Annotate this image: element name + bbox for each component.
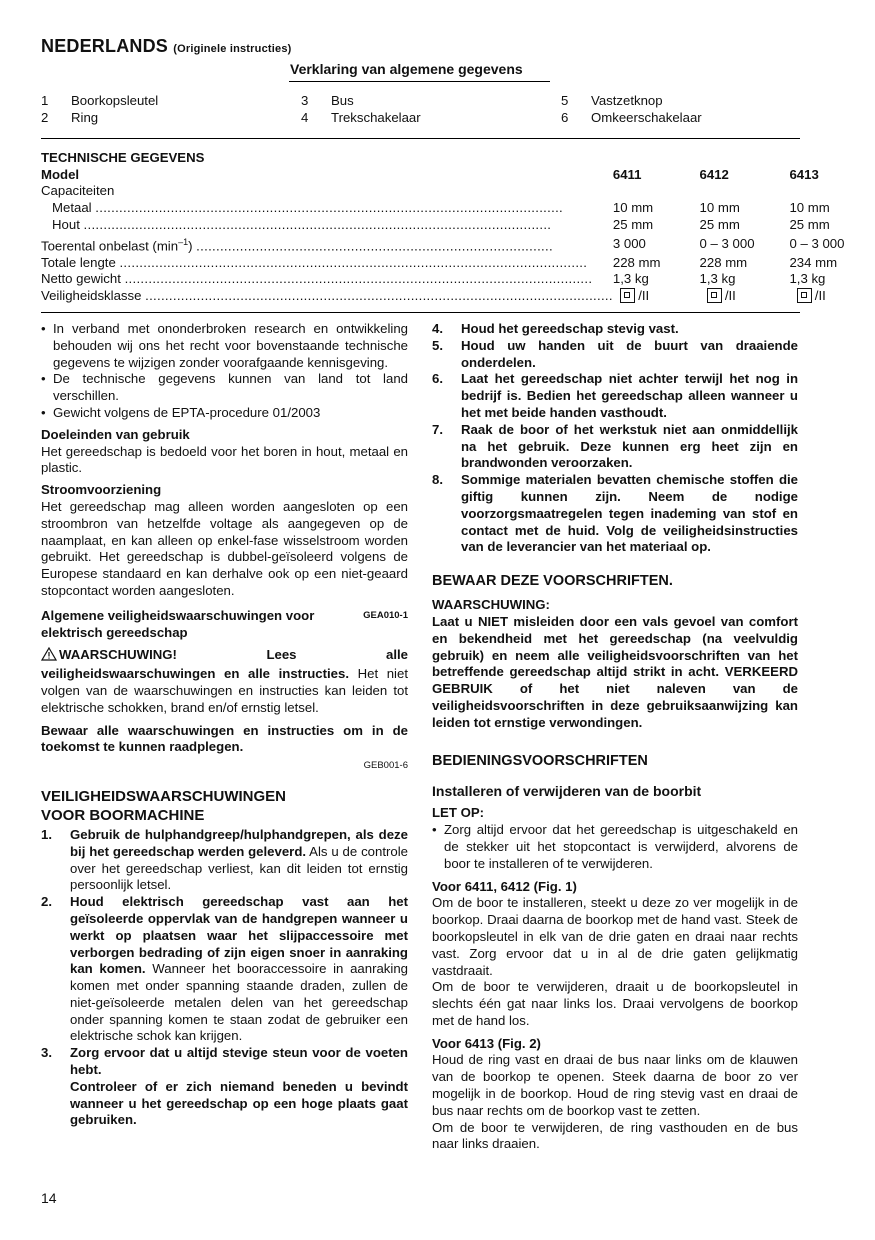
part-label: Boorkopsleutel: [71, 93, 159, 108]
item-text: Wanneer het booraccessoire in aanraking komen met onder spanning staande draden, zullen de niet-geïsoleerde metalen delen van het gereedschap onder spanning komen te staan zodat de gebruiker een elektrische schok kan krijgen.: [70, 961, 408, 1044]
spec-value: 10 mm: [699, 200, 740, 216]
item-number: 6.: [432, 371, 443, 387]
spec-value: 0 – 3 000: [789, 235, 845, 251]
spec-row: Hout ...................................................................................................................... 25 mm 25 mm 25 mm: [41, 217, 875, 234]
power-text: Het gereedschap mag alleen worden aangesloten op een stroombron van hetzelfde voltage als aangegeven op de naamplaat, en kan alleen op enkel-fase wisselstroom worden gebruikt. Het gereedschap is dubbel-geïsoleerd volgens de Europese standaard en kan derhalve ook op een niet-geaard stopcontact worden aangesloten.: [41, 498, 408, 598]
drill-safety-title-1: VEILIGHEIDSWAARSCHUWINGEN: [41, 787, 287, 805]
note-item: • De technische gegevens kunnen van land tot land verschillen.: [41, 371, 408, 405]
operations-title: BEDIENINGSVOORSCHRIFTEN: [432, 752, 648, 769]
right-column: [432, 321, 798, 1153]
use-title: Doeleinden van gebruik: [41, 426, 190, 442]
spec-model: 6412: [699, 166, 729, 182]
spec-value: 25 mm: [612, 216, 654, 232]
declaration-title: Verklaring van algemene gegevens: [290, 61, 523, 77]
part-label: Bus: [331, 93, 354, 108]
safety-item: [432, 422, 798, 472]
page-number: 14: [41, 1190, 57, 1206]
warning-rest: Het niet volgen van de waarschuwingen en instructies kan leiden tot elektrische schokken, brand en/of ernstig letsel.: [41, 666, 408, 715]
language-title: NEDERLANDS: [41, 36, 169, 56]
part-item: [561, 92, 663, 109]
caution-list: [432, 822, 798, 872]
spec-title: TECHNISCHE GEGEVENS: [41, 150, 205, 165]
spec-row-label-end: ): [188, 237, 193, 253]
keep-text: Bewaar alle waarschuwingen en instructies om in de toekomst te kunnen raadplegen.: [41, 722, 408, 755]
caution-label: LET OP:: [432, 805, 485, 821]
fig2-text-1: Houd de ring vast en draai de bus naar links om de klauwen van de boorkop te openen. Steek daarna de boor zo ver mogelijk in de boorkop. Houd de ring stevig vast en draai de bus naar rechts om de boorkop vast te zetten.: [432, 1052, 798, 1118]
general-title-text: Algemene veiligheidswaarschuwingen voor elektrisch gereedschap: [41, 607, 315, 640]
general-code: GEA010-1: [363, 609, 408, 621]
fig2-title: Voor 6413 (Fig. 2): [432, 1035, 541, 1051]
safety-item: [41, 1045, 408, 1129]
spec-value: /II: [724, 288, 736, 304]
part-number: 3: [301, 93, 309, 108]
spec-value: 1,3 kg: [699, 271, 736, 287]
spec-row: Veiligheidsklasse ...................................................................................................................... /II /II /II: [41, 288, 826, 304]
item-bold-2: Controleer of er zich niemand beneden u bevindt wanneer u het gereedschap op een hoge plaats gaat gebruiken.: [70, 1078, 408, 1128]
part-number: 5: [561, 93, 569, 108]
part-label: Vastzetknop: [591, 93, 663, 108]
item-number: 7.: [432, 421, 443, 437]
safety-item: [432, 321, 798, 338]
part-item: [301, 92, 354, 109]
spec-value: 1,3 kg: [789, 271, 826, 287]
general-safety-title: [41, 608, 408, 642]
language-subtitle: (Originele instructies): [173, 43, 292, 55]
item-bold: Houd uw handen uit de buurt van draaiende onderdelen.: [461, 337, 798, 370]
spec-value: 10 mm: [612, 200, 654, 216]
fig1-text-2: Om de boor te verwijderen, draait u de boorkopsleutel in slechts één gat naar links los. Draai vervolgens de boorkop met de hand los.: [432, 979, 798, 1028]
part-label: Ring: [71, 110, 99, 125]
part-number: 6: [561, 110, 569, 125]
divider: [41, 138, 800, 139]
safety-item: [41, 894, 408, 1045]
part-item: [41, 92, 158, 109]
safety-item: [432, 371, 798, 421]
install-title: Installeren of verwijderen van de boorbit: [432, 782, 702, 799]
part-label: Omkeerschakelaar: [591, 110, 702, 125]
part-item: [561, 109, 702, 126]
part-number: 2: [41, 110, 49, 125]
note-item: • Gewicht volgens de EPTA-procedure 01/2003: [41, 405, 408, 422]
part-label: Trekschakelaar: [331, 110, 421, 125]
spec-row: Metaal ...................................................................................................................... 10 mm 10 mm 10 mm: [41, 200, 875, 217]
item-bold: Raak de boor of het werkstuk niet aan onmiddellijk na het gebruik. Deze kunnen erg heet zijn en brandwonden veroorzaken.: [461, 421, 798, 471]
keep-code: GEB001-6: [363, 760, 408, 772]
spec-row: Toerental onbelast $(\min^{-1})$ .......................................................................................... 3 000 0 – 3 000 0 – 3 000: [41, 234, 875, 255]
safety-item: [432, 472, 798, 556]
safety-list-continued: [432, 321, 798, 556]
part-item: [301, 109, 421, 126]
notes-list: [41, 321, 408, 422]
fig1-title: Voor 6411, 6412 (Fig. 1): [432, 878, 577, 894]
part-item: [41, 109, 98, 126]
double-insulation-icon: [620, 288, 635, 303]
spec-row: Netto gewicht ...................................................................................................................... 1,3 kg 1,3 kg 1,3 kg: [41, 271, 875, 288]
spec-row-label: Netto gewicht: [41, 271, 121, 287]
spec-capacity-label: Capaciteiten: [41, 183, 115, 199]
item-bold: Sommige materialen bevatten chemische stoffen die giftig kunnen zijn. Neem de nodige voorzorgsmaatregelen tegen inademing van stof en contact met de huid. Volg de veiligheidsinstructies van de leverancier van het materiaal op.: [461, 472, 798, 555]
spec-row-sup: –1: [178, 236, 189, 247]
use-text: Het gereedschap is bedoeld voor het boren in hout, metaal en plastic.: [41, 443, 408, 476]
item-number: 8.: [432, 472, 443, 488]
spec-model: 6413: [789, 166, 819, 182]
item-number: 4.: [432, 321, 443, 336]
warning-bold: WAARSCHUWING! Lees alle veiligheidswaarschuwingen en alle instructies.: [41, 647, 408, 682]
warning-paragraph: [41, 647, 408, 716]
spec-row-label: Totale lengte: [41, 254, 116, 270]
safety-item: [432, 338, 798, 372]
part-number: 1: [41, 93, 49, 108]
item-bold: Zorg ervoor dat u altijd stevige steun voor de voeten hebt.: [70, 1045, 408, 1078]
spec-value: 0 – 3 000: [699, 235, 755, 251]
declaration-underline: [289, 81, 550, 82]
spec-value: 228 mm: [612, 254, 661, 270]
item-number: 5.: [432, 337, 443, 353]
spec-row-label: Metaal: [52, 200, 92, 216]
item-text: Als u de controle over het gereedschap verliest, kan dit leiden tot ernstig persoonlijk letsel.: [70, 843, 408, 893]
spec-value: /II: [638, 288, 650, 304]
spec-value: 3 000: [612, 235, 646, 251]
spec-model-label: Model: [41, 166, 80, 182]
fig1-text-1: Om de boor te installeren, steekt u deze zo ver mogelijk in de boorkop. Draai daarna de boorkop met de hand vast. Steek de boorkopsleutel in elk van de drie gaten en draai naar rechts vast. Zorg ervoor dat u in al de drie gaten gelijkmatig vastdraait.: [432, 895, 798, 978]
language-heading: [41, 36, 292, 57]
spec-value: 1,3 kg: [612, 271, 649, 287]
spec-value: 25 mm: [789, 216, 830, 232]
drill-safety-title-2: VOOR BOORMACHINE: [41, 806, 205, 824]
spec-value: 25 mm: [699, 216, 740, 232]
divider: [41, 312, 800, 313]
save-title: BEWAAR DEZE VOORSCHRIFTEN.: [432, 573, 673, 590]
item-bold: Houd het gereedschap stevig vast.: [461, 321, 679, 336]
item-number: 3.: [41, 1045, 52, 1061]
item-bold: Houd elektrisch gereedschap vast aan het geïsoleerde oppervlak van de handgrepen wanneer u werkt op plaatsen waar het slijpaccessoire met verborgen bedrading of zijn eigen snoer in aanraking kan komen.: [70, 894, 408, 977]
spec-model: 6411: [612, 166, 642, 182]
item-bold: Gebruik de hulphandgreep/hulphandgrepen, als deze bij het gereedschap werden geleverd.: [70, 826, 408, 859]
warning-triangle-icon: [41, 647, 57, 666]
spec-value: 10 mm: [789, 200, 830, 216]
spec-value: 228 mm: [699, 254, 748, 270]
item-bold: Laat het gereedschap niet achter terwijl het nog in bedrijf is. Bedien het gereedschap alleen wanneer u het met beide handen vasthoudt.: [461, 371, 798, 420]
double-insulation-icon: [797, 288, 812, 303]
spec-table: [41, 150, 875, 305]
double-insulation-icon: [707, 288, 722, 303]
drill-safety-list: [41, 827, 408, 1129]
spec-value: /II: [814, 288, 826, 304]
safety-item: [41, 827, 408, 894]
part-number: 4: [301, 110, 309, 125]
spec-row-label: Toerental onbelast (min: [41, 237, 179, 253]
spec-row-label: Veiligheidsklasse: [41, 288, 142, 304]
power-title: Stroomvoorziening: [41, 482, 162, 498]
spec-value: 234 mm: [789, 254, 838, 270]
spec-row: Totale lengte ...................................................................................................................... 228 mm 228 mm 234 mm: [41, 255, 875, 272]
note-item: • In verband met ononderbroken research en ontwikkeling behouden wij ons het recht voor bovenstaande technische gegevens te wijzigen zonder voorafgaande kennisgeving.: [41, 321, 408, 371]
item-number: 2.: [41, 894, 52, 910]
warning-label: WAARSCHUWING:: [432, 597, 550, 613]
left-column: [41, 321, 408, 1129]
caution-item: • Zorg altijd ervoor dat het gereedschap is uitgeschakeld en de stekker uit het stopcontact is verwijderd, alvorens de boor te installeren of te verwijderen.: [432, 822, 798, 872]
spec-row-label: Hout: [52, 216, 80, 232]
fig2-text-2: Om de boor te verwijderen, de ring vasthouden en de bus naar links draaien.: [432, 1119, 798, 1152]
item-number: 1.: [41, 826, 52, 842]
warning-text: Laat u NIET misleiden door een vals gevoel van comfort en bekendheid met het gereedschap (na veelvuldig gebruik) en neem alle veiligheidsvoorschriften van het betreffende gereedschap altijd strikt in acht. VERKEERD GEBRUIK of het niet naleven van de veiligheidsvoorschriften in deze gebruiksaanwijzing kan leiden tot ernstige verwondingen.: [432, 613, 798, 730]
